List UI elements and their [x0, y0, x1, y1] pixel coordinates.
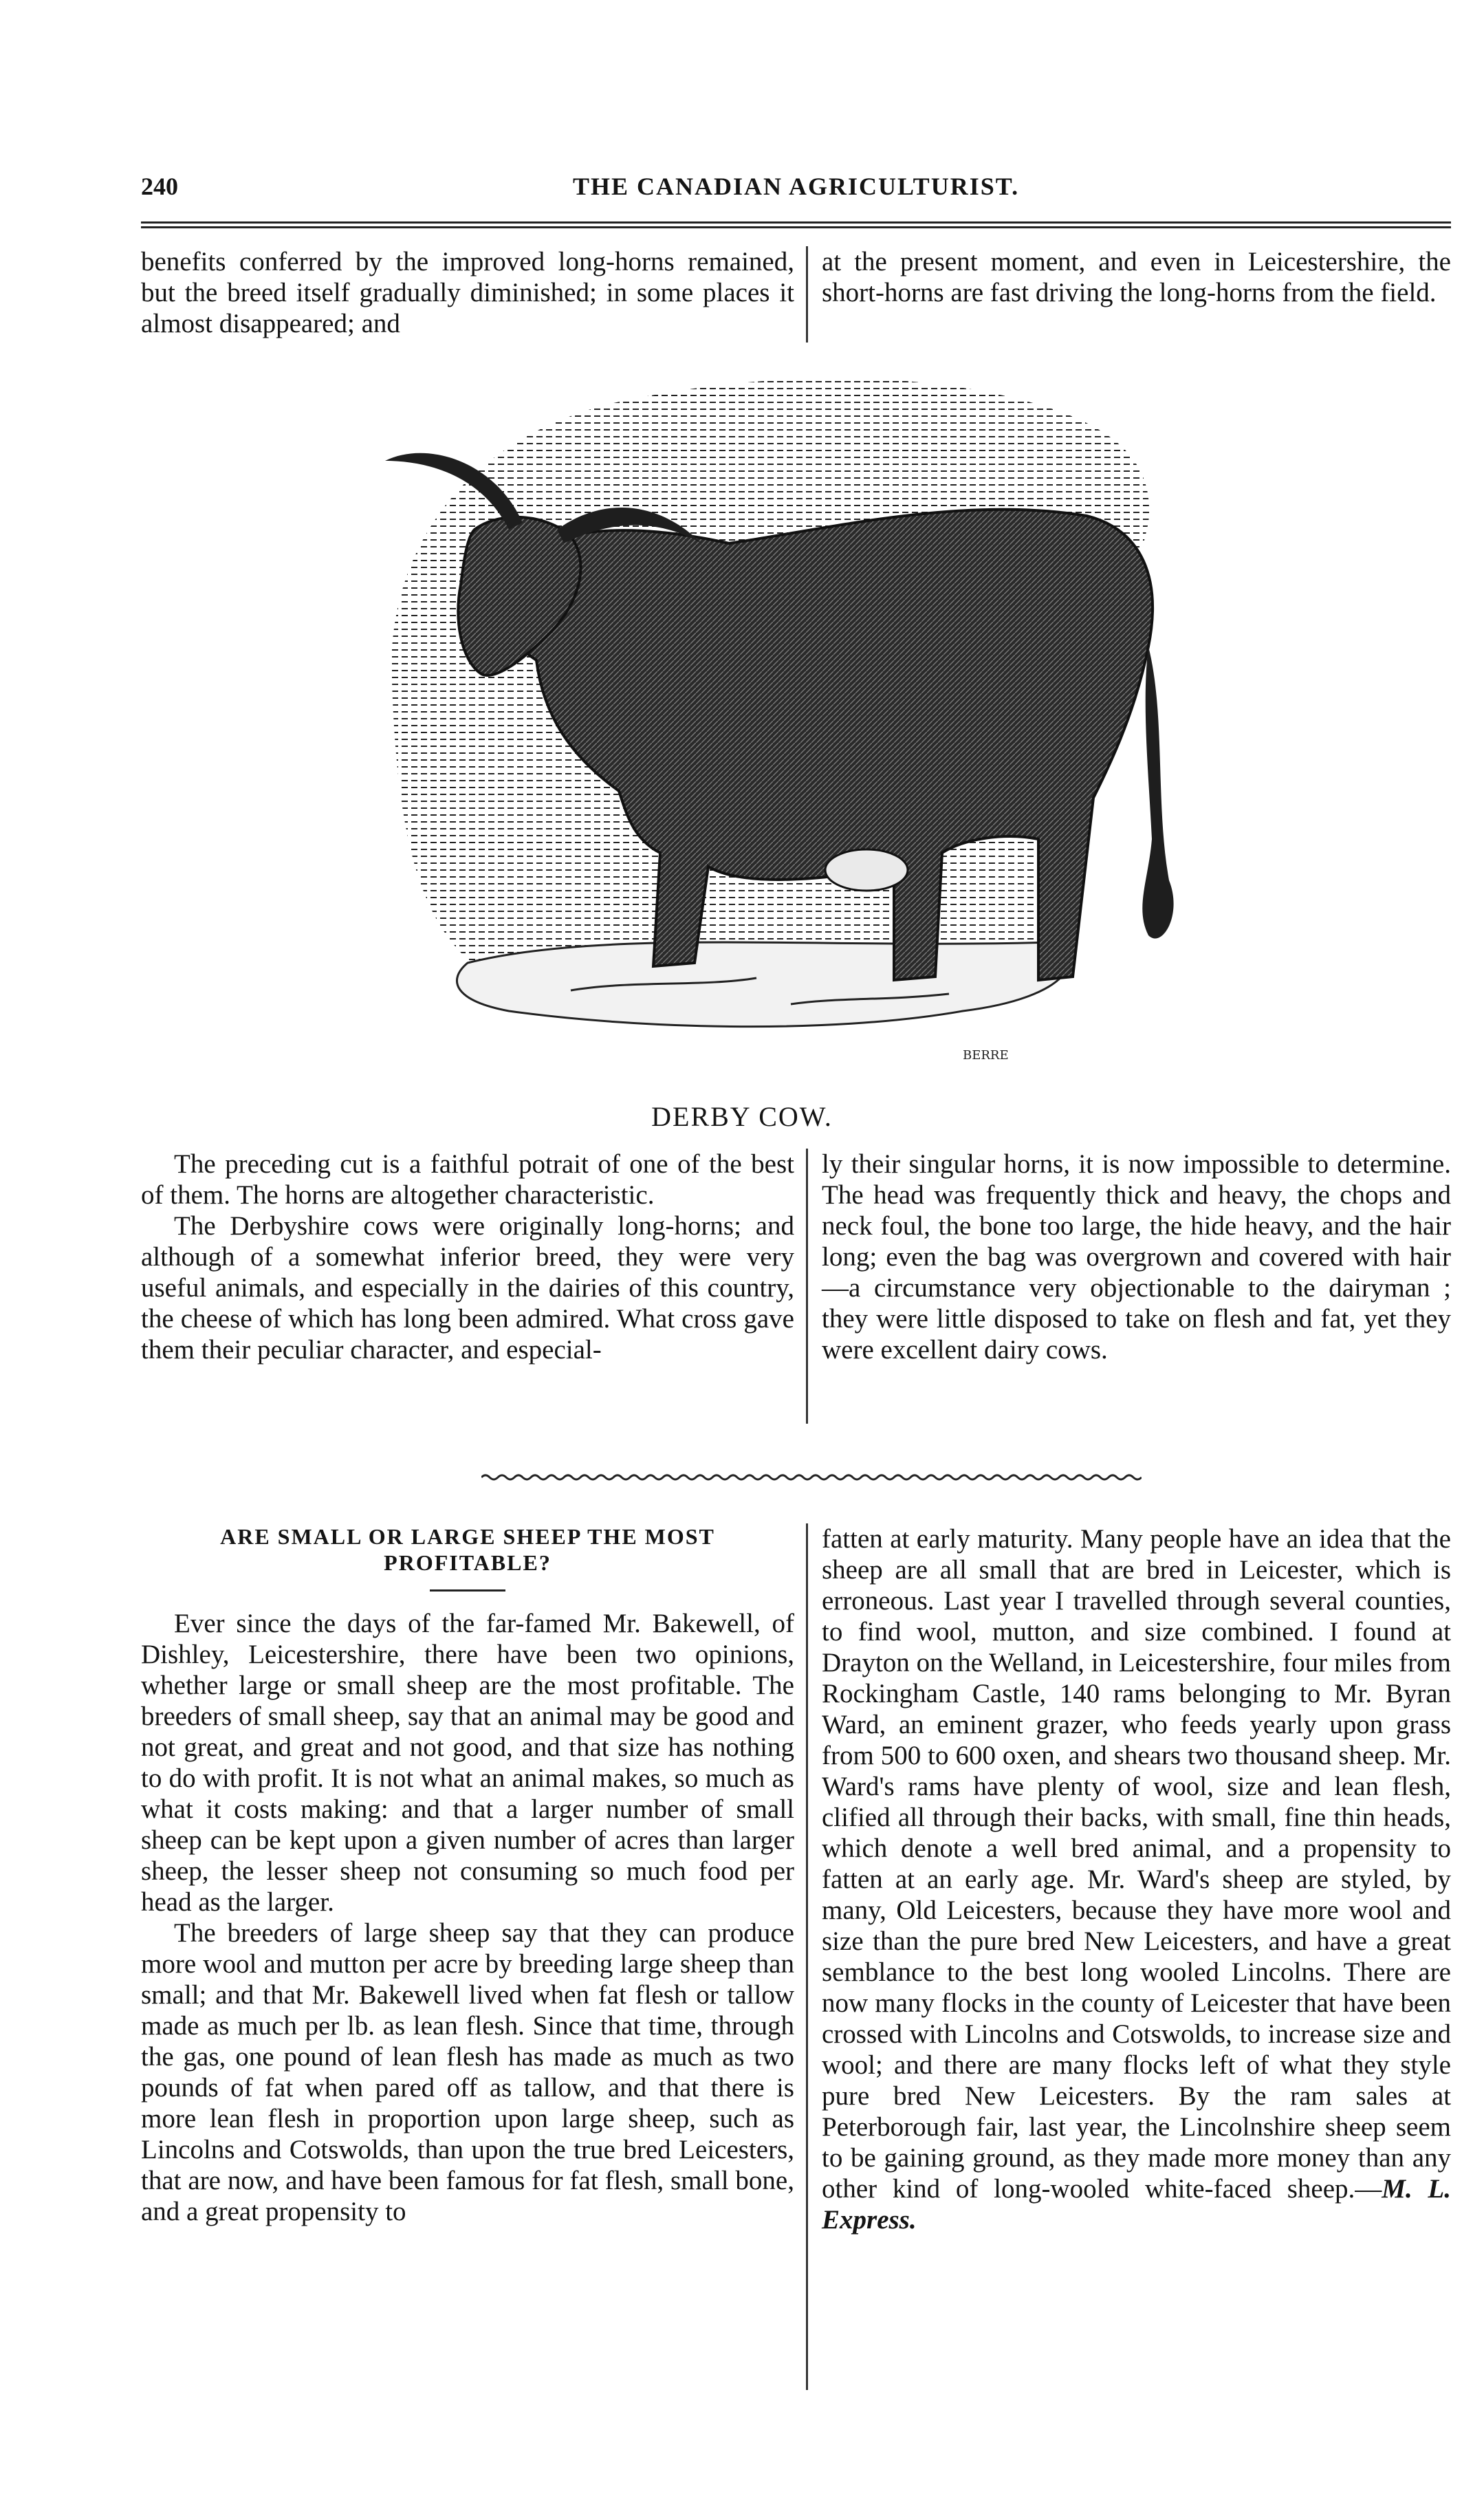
article-paragraph-text: fatten at early maturity. Many people have an idea that the sheep are all small that are bred in Leicester, which is erroneous. Last year I travelled through several counties, to find wool, mutton, and size combined. I found at Drayton on the Welland, in Leicestershire, four miles from Rockingham Castle, 140 rams belonging to Mr. Byran Ward, an eminent grazer, who feeds yearly upon grass from 500 to 600 oxen, and shears two thousand sheep. Mr. Ward's rams have plenty of wool, size and lean flesh, clified all through their backs, with small, fine thin heads, which denote a well bred animal, and a propensity to fatten at an early age. Mr. Ward's sheep are styled, by many, Old Leicesters, because they have more wool and size than the pure bred New Leicesters, and have a great semblance to the best long wooled Lincolns. There are now many flocks in the county of Leicester that have been crossed with Lincolns and Cotswolds, to increase size and wool; and there are many flocks left of what they style pure bred New Leicesters. By the ram sales at Peterborough fair, last year, the Lincolnshire sheep seem to be gaining ground, as they made more money than any other kind of long-wooled white-faced sheep.—	[822, 1524, 1451, 2204]
derby-cow-engraving	[344, 358, 1279, 1087]
article-paragraph	[822, 1523, 1451, 2235]
top-right-column	[822, 246, 1451, 308]
column-divider	[806, 246, 808, 343]
top-left-column	[141, 246, 794, 339]
derby-article-right	[822, 1149, 1451, 1365]
illustration-caption: DERBY COW.	[651, 1101, 833, 1132]
column-divider	[806, 1523, 808, 2390]
article-paragraph: Ever since the days of the far-famed Mr. Bakewell, of Dishley, Leicestershire, there have been two opinions, whether large or small sheep are the most profitable. The breeders of small sheep, say that an animal may be good and not great, and great and not good, and that size has nothing to do with profit. It is not what an animal makes, so much as what it costs making: and that a larger number of small sheep can be kept upon a given number of acres than larger sheep, the lesser sheep not consuming so much food per head as the larger.	[141, 1609, 794, 1917]
header-rule	[141, 221, 1451, 228]
source-signature: M. L. Express.	[822, 2174, 1451, 2235]
sheep-article-right	[822, 1523, 1451, 2235]
journal-title: THE CANADIAN AGRICULTURIST.	[572, 173, 1020, 200]
continuation-paragraph: benefits conferred by the improved long-horns remained, but the breed itself gradually diminished; in some places it almost disappeared; and	[141, 247, 794, 338]
page-header	[141, 172, 1451, 213]
derby-article-left	[141, 1149, 794, 1365]
sheep-article-left	[141, 1523, 794, 2227]
column-divider	[806, 1149, 808, 1424]
page-number: 240	[141, 173, 178, 200]
engraver-mark: BERRE	[963, 1048, 1009, 1063]
title-rule	[430, 1589, 505, 1592]
section-separator	[481, 1472, 1142, 1483]
article-paragraph: The Derbyshire cows were originally long-horns; and although of a somewhat inferior breed, they were very useful animals, and especially in the dairies of this country, the cheese of which has long been admired. What cross gave them their peculiar character, and especial-	[141, 1211, 794, 1365]
article-paragraph: ly their singular horns, it is now impossible to determine. The head was frequently thick and heavy, the chops and neck foul, the bone too large, the hide heavy, and the hair long; even the bag was overgrown and covered with hair—a circumstance very objectionable to the dairyman ; they were little disposed to take on flesh and fat, yet they were excellent dairy cows.	[822, 1149, 1451, 1365]
article-paragraph: The preceding cut is a faithful potrait of one of the best of them. The horns are altogether characteristic.	[141, 1149, 794, 1210]
article-paragraph: The breeders of large sheep say that they can produce more wool and mutton per acre by breeding large sheep than small; and that Mr. Bakewell lived when fat flesh or tallow made as much per lb. as lean flesh. Since that time, through the gas, one pound of lean flesh has made as much as two pounds of fat when pared off as tallow, and that there is more lean flesh in proportion upon large sheep, such as Lincolns and Cotswolds, than upon the true bred Leicesters, that are now, and have been famous for fat flesh, small bone, and a great propensity to	[141, 1918, 794, 2226]
continuation-paragraph: at the present moment, and even in Leicestershire, the short-horns are fast driving the long-horns from the field.	[822, 247, 1451, 307]
article-title: ARE SMALL OR LARGE SHEEP THE MOST PROFITABLE?	[220, 1524, 715, 1575]
